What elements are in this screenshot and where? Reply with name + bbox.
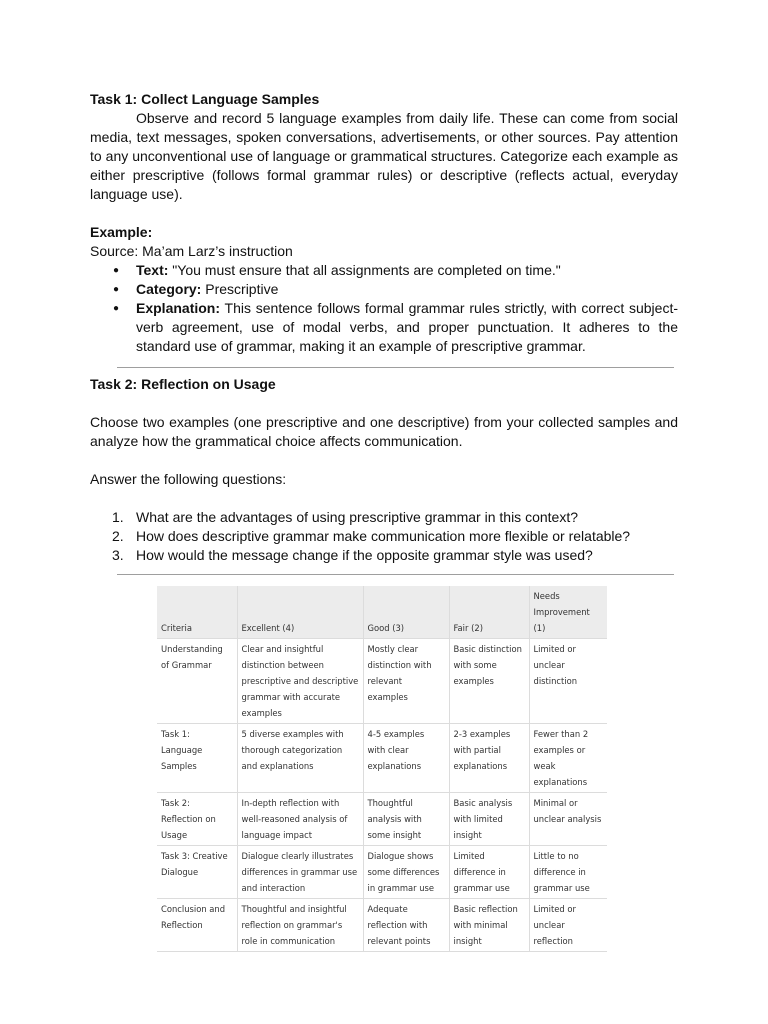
divider-2 (117, 574, 674, 575)
table-cell: Clear and insightful distinction between prescriptive and descriptive grammar with accurate examples (237, 639, 363, 724)
rubric-header-row (157, 586, 607, 639)
table-cell: Limited or unclear reflection (529, 899, 607, 952)
header-needs-improvement: Needs Improvement (1) (529, 586, 607, 639)
table-row (157, 724, 607, 793)
question-item: 3. How would the message change if the opposite grammar style was used? (112, 547, 593, 563)
table-row (157, 846, 607, 899)
table-cell: Thoughtful and insightful reflection on grammar's role in communication (237, 899, 363, 952)
table-cell: Dialogue clearly illustrates differences in grammar use and interaction (237, 846, 363, 899)
table-cell: Understanding of Grammar (157, 639, 237, 724)
table-cell: Basic reflection with minimal insight (449, 899, 529, 952)
header-criteria: Criteria (157, 586, 237, 639)
table-cell: 4-5 examples with clear explanations (363, 724, 449, 793)
example-bullet-text: ● Text: "You must ensure that all assignments are completed on time." (90, 261, 678, 280)
table-cell: Basic analysis with limited insight (449, 793, 529, 846)
table-cell: Minimal or unclear analysis (529, 793, 607, 846)
table-cell: In-depth reflection with well-reasoned analysis of language impact (237, 793, 363, 846)
table-cell: Adequate reflection with relevant points (363, 899, 449, 952)
header-fair: Fair (2) (449, 586, 529, 639)
table-row (157, 793, 607, 846)
task2-section (90, 375, 678, 565)
table-cell: Thoughtful analysis with some insight (363, 793, 449, 846)
table-row (157, 639, 607, 724)
example-bullets (90, 261, 678, 356)
table-cell: Dialogue shows some differences in grammar use (363, 846, 449, 899)
table-cell: Basic distinction with some examples (449, 639, 529, 724)
header-excellent: Excellent (4) (237, 586, 363, 639)
rubric-table (157, 586, 607, 952)
divider-1 (117, 367, 674, 368)
example-heading: Example: (90, 224, 153, 240)
header-good: Good (3) (363, 586, 449, 639)
example-source: Source: Ma’am Larz’s instruction (90, 243, 293, 259)
task2-prompt: Answer the following questions: (90, 471, 287, 487)
table-cell: Mostly clear distinction with relevant examples (363, 639, 449, 724)
table-cell: Limited difference in grammar use (449, 846, 529, 899)
task2-intro: Choose two examples (one prescriptive and one descriptive) from your collected samples and analyze how the grammatical choice affects communication. (90, 414, 678, 449)
table-cell: 2-3 examples with partial explanations (449, 724, 529, 793)
table-cell: Conclusion and Reflection (157, 899, 237, 952)
task1-title: Task 1: Collect Language Samples (90, 91, 320, 107)
task2-title: Task 2: Reflection on Usage (90, 376, 276, 392)
table-cell: 5 diverse examples with thorough categorization and explanations (237, 724, 363, 793)
table-cell: Task 3: Creative Dialogue (157, 846, 237, 899)
question-item: 1. What are the advantages of using prescriptive grammar in this context? (112, 509, 578, 525)
task1-body: Observe and record 5 language examples from daily life. These can come from social media, text messages, spoken conversations, advertisements, or other sources. Pay attention to any unconventional use of language or grammatical structures. Categorize each example as either prescriptive (follows formal grammar rules) or descriptive (reflects actual, everyday language use). (90, 110, 678, 202)
table-row (157, 899, 607, 952)
task2-questions (90, 508, 678, 565)
table-cell: Task 2: Reflection on Usage (157, 793, 237, 846)
table-cell: Limited or unclear distinction (529, 639, 607, 724)
table-cell: Little to no difference in grammar use (529, 846, 607, 899)
example-bullet-explanation: ● Explanation: This sentence follows formal grammar rules strictly, with correct subject-verb agreement, use of modal verbs, and proper punctuation. It adheres to the standard use of grammar, making it an example of prescriptive grammar. (90, 299, 678, 356)
table-cell: Task 1: Language Samples (157, 724, 237, 793)
question-item: 2. How does descriptive grammar make communication more flexible or relatable? (112, 528, 631, 544)
example-bullet-category: ● Category: Prescriptive (90, 280, 678, 299)
table-cell: Fewer than 2 examples or weak explanations (529, 724, 607, 793)
document-body (90, 90, 678, 356)
